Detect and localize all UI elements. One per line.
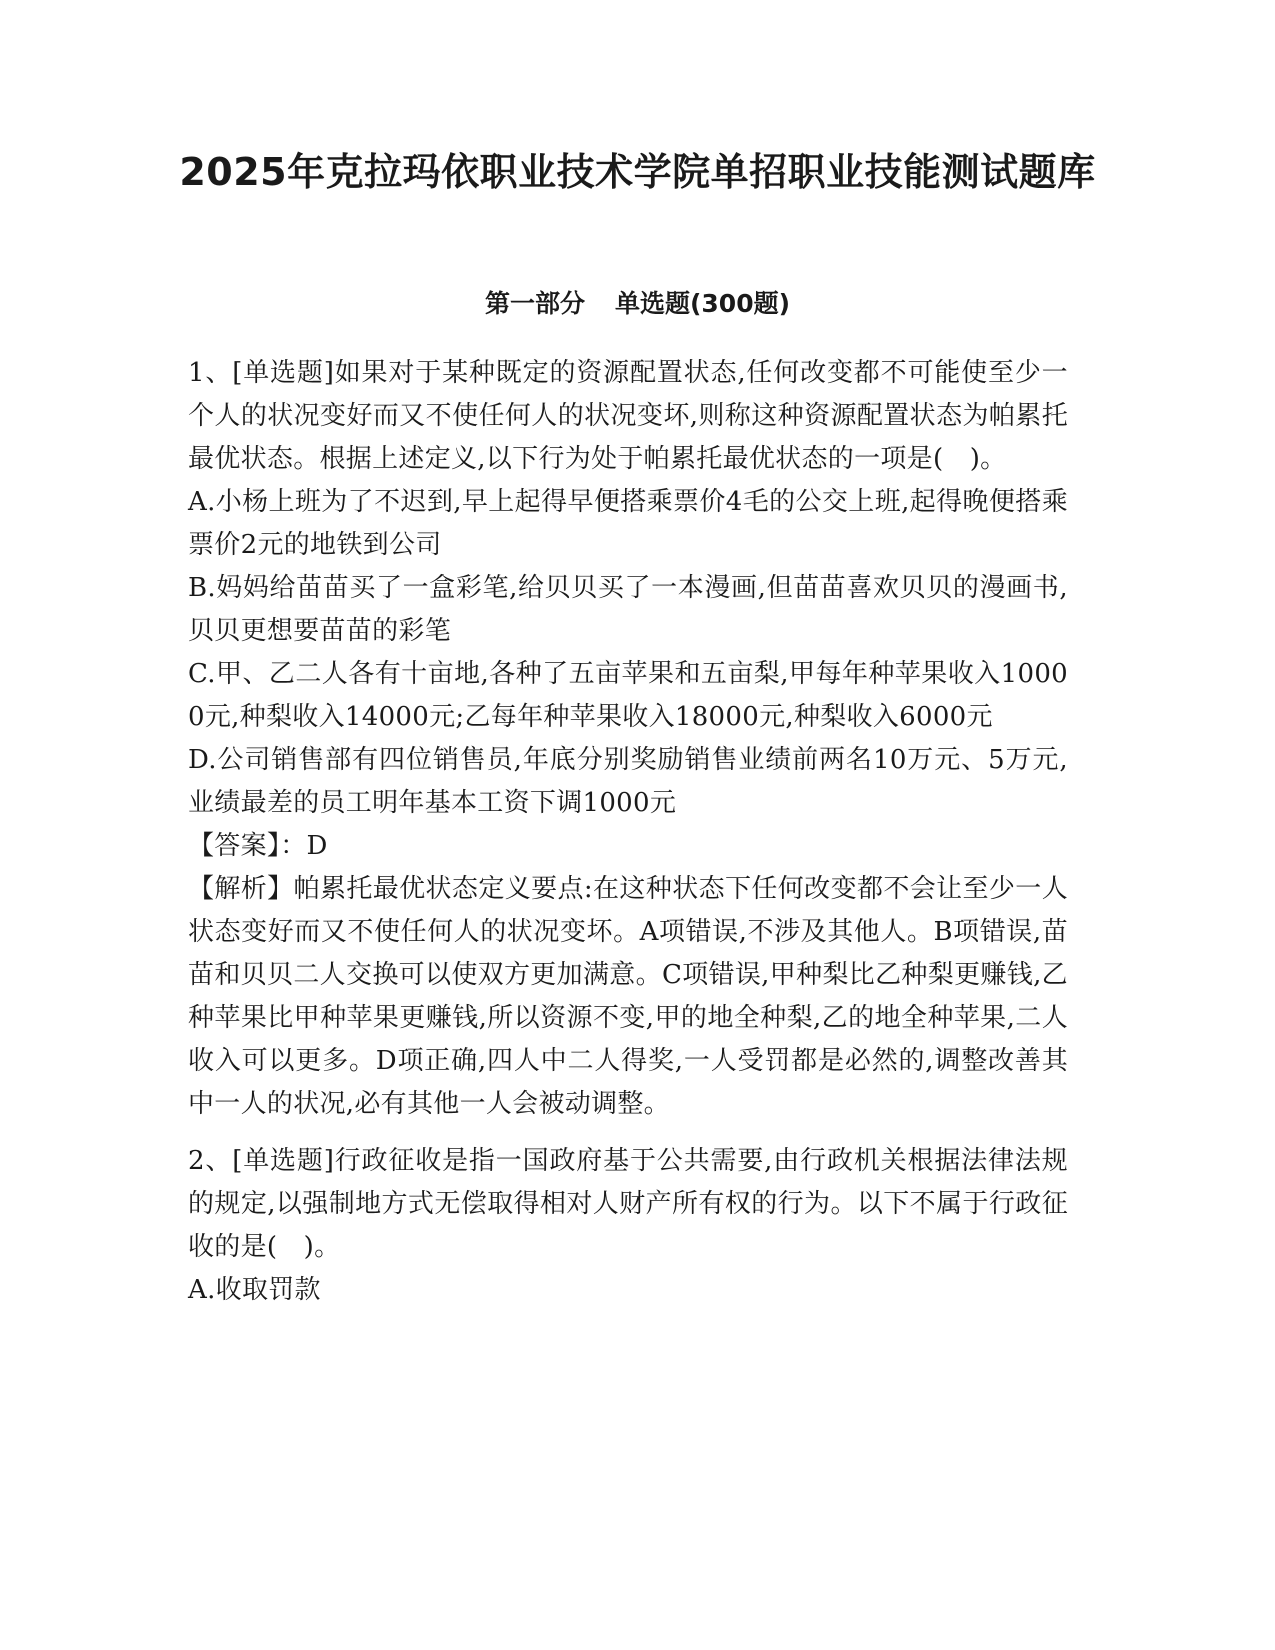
question-option-d: D.公司销售部有四位销售员,年底分别奖励销售业绩前两名10万元、5万元,业绩最差的员工明年基本工资下调1000元	[188, 745, 1068, 818]
analysis-label: 【解析】	[188, 874, 294, 904]
answer-value: ：D	[280, 831, 328, 861]
question-option-a: A.收取罚款	[188, 1275, 321, 1305]
question-2	[188, 1140, 1068, 1312]
section-heading	[0, 286, 1275, 322]
question-option-c: C.甲、乙二人各有十亩地,各种了五亩苹果和五亩梨,甲每年种苹果收入10000元,种梨收入14000元;乙每年种苹果收入18000元,种梨收入6000元	[188, 659, 1068, 732]
question-stem: 1、[单选题]如果对于某种既定的资源配置状态,任何改变都不可能使至少一个人的状况变好而又不使任何人的状况变坏,则称这种资源配置状态为帕累托最优状态。根据上述定义,以下行为处于帕累托最优状态的一项是( )。	[188, 358, 1068, 474]
question-option-b: B.妈妈给苗苗买了一盒彩笔,给贝贝买了一本漫画,但苗苗喜欢贝贝的漫画书,贝贝更想要苗苗的彩笔	[188, 573, 1068, 646]
document-title: 2025年克拉玛依职业技术学院单招职业技能测试题库	[179, 150, 1096, 194]
question-stem: 2、[单选题]行政征收是指一国政府基于公共需要,由行政机关根据法律法规的规定,以强制地方式无偿取得相对人财产所有权的行为。以下不属于行政征收的是( )。	[188, 1146, 1068, 1262]
question-option-a: A.小杨上班为了不迟到,早上起得早便搭乘票价4毛的公交上班,起得晚便搭乘票价2元的地铁到公司	[188, 487, 1068, 560]
analysis-paragraph	[188, 868, 1068, 1126]
answer-label: 【答案】	[188, 831, 281, 861]
section-name: 单选题(300题)	[614, 289, 791, 318]
section-part: 第一部分	[484, 289, 585, 318]
answer-line	[188, 825, 1068, 868]
document-body	[188, 352, 1068, 1312]
analysis-text: 帕累托最优状态定义要点:在这种状态下任何改变都不会让至少一人状态变好而又不使任何人的状况变坏。A项错误,不涉及其他人。B项错误,苗苗和贝贝二人交换可以使双方更加满意。C项错误,甲种梨比乙种梨更赚钱,乙种苹果比甲种苹果更赚钱,所以资源不变,甲的地全种梨,乙的地全种苹果,二人收入可以更多。D项正确,四人中二人得奖,一人受罚都是必然的,调整改善其中一人的状况,必有其他一人会被动调整。	[188, 874, 1069, 1119]
question-1	[188, 352, 1068, 1126]
